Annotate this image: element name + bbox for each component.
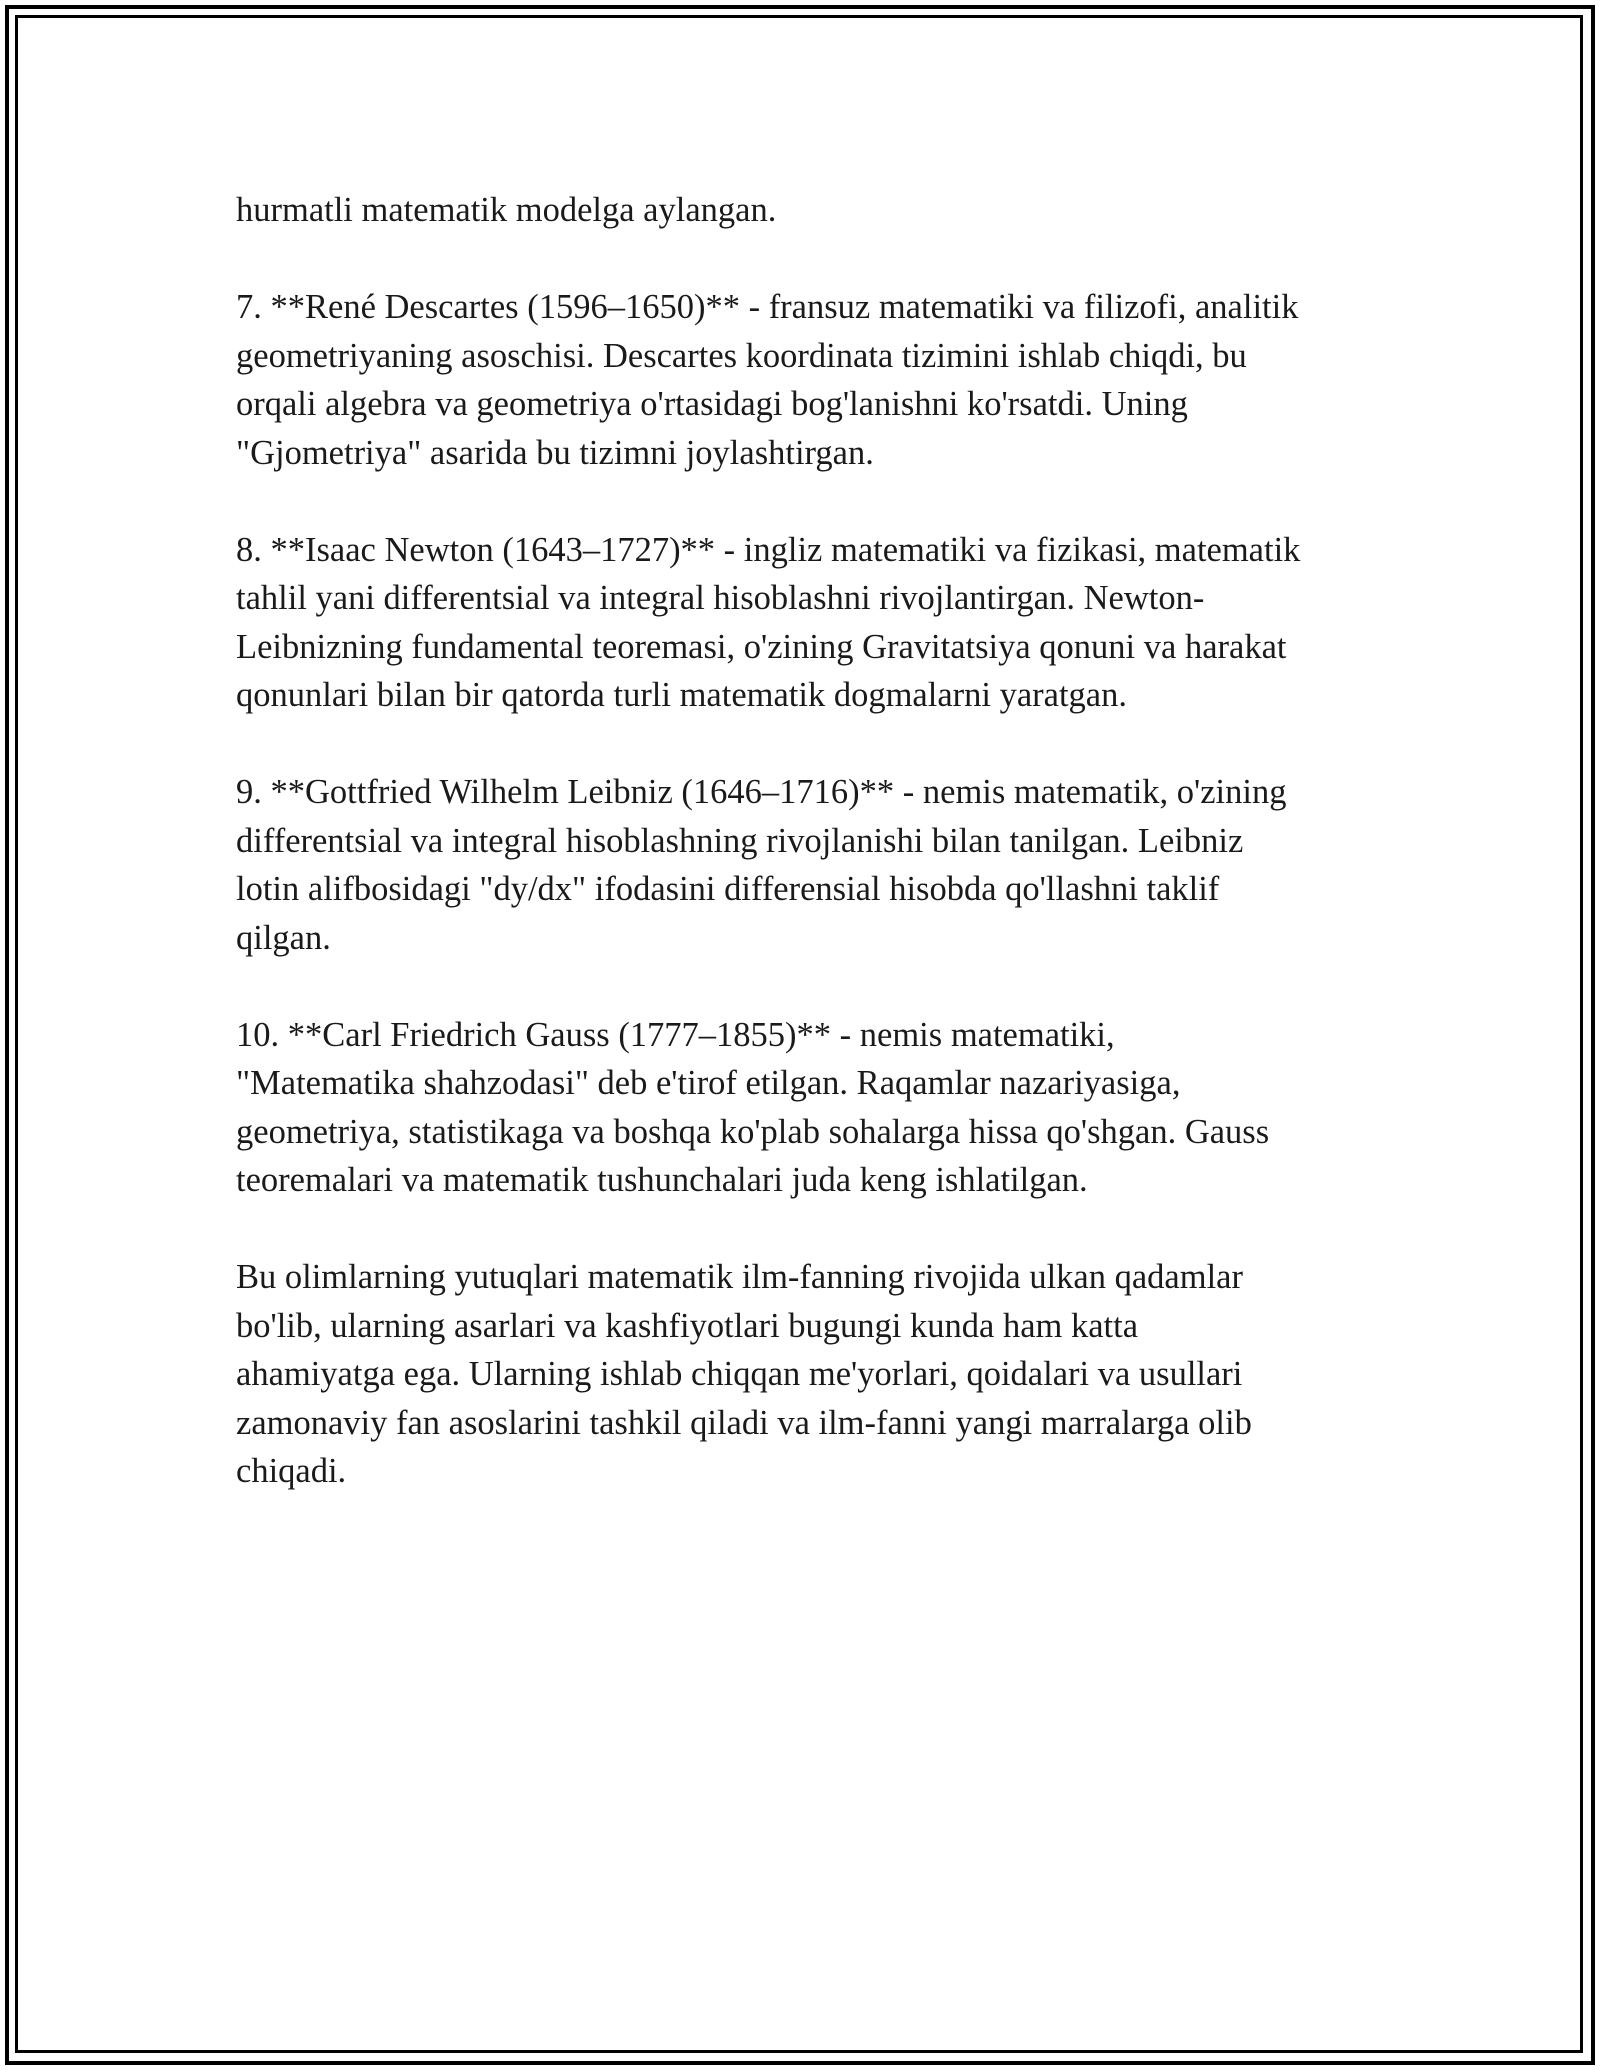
text-line: hurmatli matematik modelga aylangan. (236, 191, 777, 229)
text-line: Leibnizning fundamental teoremasi, o'zining Gravitatsiya qonuni va harakat (236, 627, 1287, 666)
text-line: qonunlari bilan bir qatorda turli matematik dogmalarni yaratgan. (236, 676, 1127, 714)
text-line: tahlil yani differentsial va integral hisoblashni rivojlantirgan. Newton- (236, 579, 1205, 617)
text-line: 8. **Isaac Newton (1643–1727)** - ingliz matematiki va fizikasi, matematik (236, 530, 1301, 569)
text-line: teoremalari va matematik tushunchalari juda keng ishlatilgan. (236, 1161, 1088, 1199)
paragraph-gauss (236, 1011, 1376, 1205)
text-line: "Gjometriya" asarida bu tizimni joylashtirgan. (236, 433, 874, 472)
text-line: qilgan. (236, 918, 331, 957)
text-line: orqali algebra va geometriya o'rtasidagi bog'lanishni ko'rsatdi. Uning (236, 385, 1188, 423)
text-line: geometriya, statistikaga va boshqa ko'plab sohalarga hissa qo'shgan. Gauss (236, 1112, 1270, 1151)
paragraph-intro-continuation (236, 186, 1376, 235)
text-line: "Matematika shahzodasi" deb e'tirof etilgan. Raqamlar nazariyasiga, (236, 1064, 1181, 1102)
paragraph-leibniz (236, 768, 1376, 962)
text-line: bo'lib, ularning asarlari va kashfiyotlari bugungi kunda ham katta (236, 1306, 1139, 1345)
text-line: geometriyaning asoschisi. Descartes koordinata tizimini ishlab chiqdi, bu (236, 336, 1247, 375)
text-line: chiqadi. (236, 1452, 347, 1490)
text-line: differentsial va integral hisoblashning rivojlanishi bilan tanilgan. Leibniz (236, 821, 1244, 860)
paragraph-conclusion (236, 1253, 1376, 1496)
document-body (236, 186, 1376, 1544)
text-line: 10. **Carl Friedrich Gauss (1777–1855)** - nemis matematiki, (236, 1015, 1115, 1054)
text-line: ahamiyatga ega. Ularning ishlab chiqqan me'yorlari, qoidalari va usullari (236, 1355, 1243, 1393)
text-line: 9. **Gottfried Wilhelm Leibniz (1646–1716)** - nemis matematik, o'zining (236, 773, 1287, 811)
paragraph-descartes (236, 283, 1376, 477)
text-line: Bu olimlarning yutuqlari matematik ilm-fanning rivojida ulkan qadamlar (236, 1258, 1243, 1296)
paragraph-newton (236, 526, 1376, 720)
text-line: zamonaviy fan asoslarini tashkil qiladi va ilm-fanni yangi marralarga olib (236, 1403, 1252, 1442)
text-line: lotin alifbosidagi "dy/dx" ifodasini differensial hisobda qo'llashni taklif (236, 870, 1220, 908)
text-line: 7. **René Descartes (1596–1650)** - fransuz matematiki va filizofi, analitik (236, 288, 1299, 326)
